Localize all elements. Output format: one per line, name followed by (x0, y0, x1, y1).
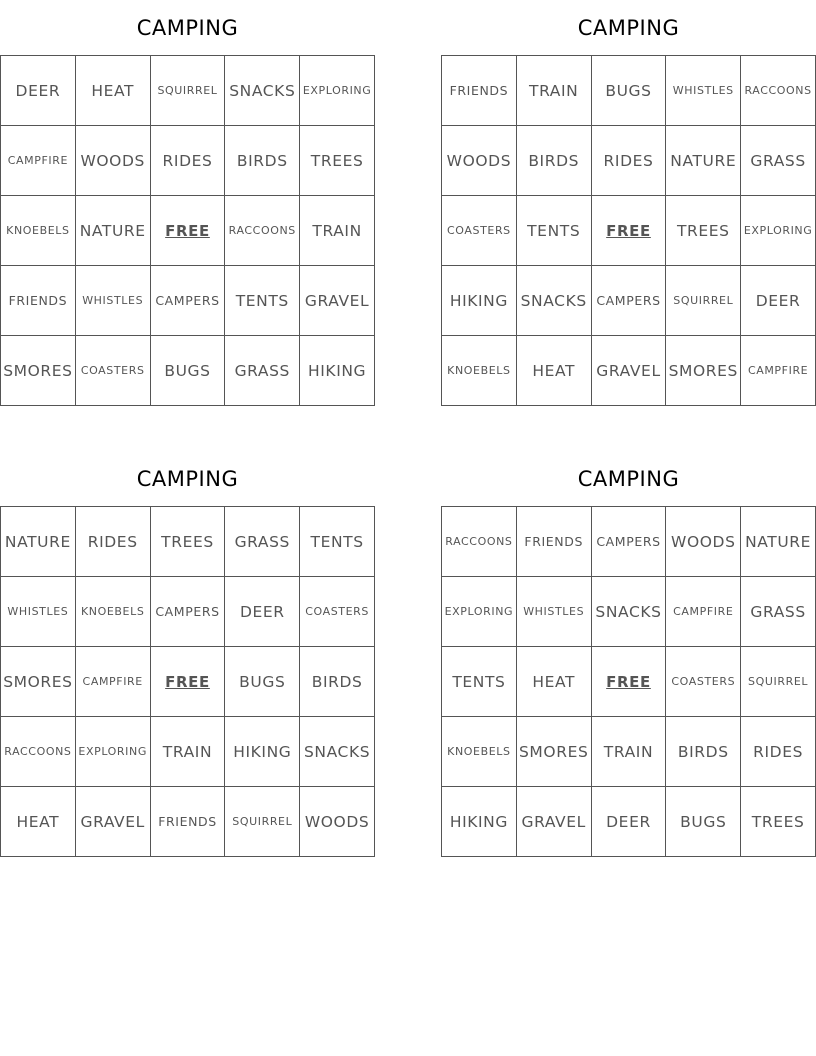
bingo-cell: EXPLORING (741, 196, 816, 266)
bingo-cell: WOODS (666, 507, 741, 577)
bingo-cell: COASTERS (666, 647, 741, 717)
bingo-cell: TENTS (225, 266, 300, 336)
bingo-cell: DEER (592, 787, 667, 857)
bingo-cell: RIDES (76, 507, 151, 577)
bingo-cell: WOODS (300, 787, 375, 857)
card-title: CAMPING (577, 16, 680, 40)
bingo-cell: NATURE (741, 507, 816, 577)
bingo-cell: GRAVEL (300, 266, 375, 336)
card-title: CAMPING (136, 467, 239, 491)
bingo-cell: KNOEBELS (442, 717, 517, 787)
bingo-cell: SMORES (1, 647, 76, 717)
bingo-cell: WHISTLES (666, 56, 741, 126)
bingo-cell: SQUIRREL (666, 266, 741, 336)
free-space: FREE (592, 647, 667, 717)
bingo-grid (441, 506, 816, 857)
bingo-cell: COASTERS (76, 336, 151, 406)
bingo-cell: BIRDS (225, 126, 300, 196)
bingo-cell: RIDES (151, 126, 226, 196)
bingo-cell: HEAT (76, 56, 151, 126)
bingo-cell: RACCOONS (1, 717, 76, 787)
bingo-cell: TREES (300, 126, 375, 196)
bingo-cell: WOODS (442, 126, 517, 196)
bingo-cell: CAMPERS (592, 507, 667, 577)
bingo-cell: KNOEBELS (442, 336, 517, 406)
bingo-cell: CAMPERS (151, 266, 226, 336)
bingo-grid (441, 55, 816, 406)
bingo-cell: HEAT (517, 647, 592, 717)
bingo-cell: KNOEBELS (76, 577, 151, 647)
bingo-cell: TRAIN (300, 196, 375, 266)
bingo-cell: WHISTLES (517, 577, 592, 647)
bingo-cell: RACCOONS (225, 196, 300, 266)
bingo-cell: CAMPERS (592, 266, 667, 336)
bingo-cell: EXPLORING (300, 56, 375, 126)
bingo-cell: BIRDS (666, 717, 741, 787)
bingo-cell: FRIENDS (151, 787, 226, 857)
bingo-cell: BIRDS (517, 126, 592, 196)
bingo-cell: CAMPFIRE (76, 647, 151, 717)
bingo-cell: BIRDS (300, 647, 375, 717)
bingo-cell: NATURE (1, 507, 76, 577)
bingo-cell: TENTS (442, 647, 517, 717)
bingo-cell: FRIENDS (517, 507, 592, 577)
bingo-cell: SMORES (517, 717, 592, 787)
bingo-cell: SNACKS (300, 717, 375, 787)
bingo-cell: BUGS (151, 336, 226, 406)
bingo-cell: RACCOONS (442, 507, 517, 577)
free-space: FREE (151, 196, 226, 266)
bingo-cell: NATURE (76, 196, 151, 266)
bingo-cell: CAMPFIRE (666, 577, 741, 647)
bingo-cell: TENTS (517, 196, 592, 266)
bingo-cell: DEER (225, 577, 300, 647)
bingo-cell: GRASS (741, 577, 816, 647)
bingo-cell: RIDES (741, 717, 816, 787)
bingo-cell: GRASS (225, 507, 300, 577)
bingo-cell: WOODS (76, 126, 151, 196)
bingo-cell: GRAVEL (592, 336, 667, 406)
bingo-cell: COASTERS (300, 577, 375, 647)
bingo-cell: CAMPFIRE (741, 336, 816, 406)
card-title: CAMPING (577, 467, 680, 491)
bingo-grid (0, 55, 375, 406)
bingo-cell: RIDES (592, 126, 667, 196)
bingo-cell: SNACKS (225, 56, 300, 126)
bingo-cell: TREES (741, 787, 816, 857)
bingo-cell: FRIENDS (442, 56, 517, 126)
bingo-cell: SQUIRREL (741, 647, 816, 717)
bingo-cell: HEAT (517, 336, 592, 406)
bingo-cell: SNACKS (517, 266, 592, 336)
bingo-cell: WHISTLES (1, 577, 76, 647)
bingo-cell: SMORES (666, 336, 741, 406)
bingo-cell: COASTERS (442, 196, 517, 266)
bingo-grid (0, 506, 375, 857)
bingo-cell: KNOEBELS (1, 196, 76, 266)
bingo-cell: HIKING (442, 787, 517, 857)
free-space: FREE (592, 196, 667, 266)
bingo-cell: TRAIN (151, 717, 226, 787)
bingo-cell: HIKING (225, 717, 300, 787)
bingo-cell: TENTS (300, 507, 375, 577)
bingo-cell: GRASS (225, 336, 300, 406)
bingo-cell: RACCOONS (741, 56, 816, 126)
card-title: CAMPING (136, 16, 239, 40)
bingo-cell: TRAIN (592, 717, 667, 787)
bingo-cell: TREES (666, 196, 741, 266)
bingo-cell: CAMPFIRE (1, 126, 76, 196)
bingo-cell: SQUIRREL (151, 56, 226, 126)
bingo-cell: NATURE (666, 126, 741, 196)
bingo-cell: TRAIN (517, 56, 592, 126)
free-space: FREE (151, 647, 226, 717)
bingo-cell: FRIENDS (1, 266, 76, 336)
bingo-cell: CAMPERS (151, 577, 226, 647)
bingo-cell: SMORES (1, 336, 76, 406)
bingo-cell: HEAT (1, 787, 76, 857)
bingo-cell: GRAVEL (76, 787, 151, 857)
bingo-cell: HIKING (442, 266, 517, 336)
bingo-cell: DEER (741, 266, 816, 336)
bingo-cell: WHISTLES (76, 266, 151, 336)
bingo-cell: SNACKS (592, 577, 667, 647)
bingo-cell: EXPLORING (442, 577, 517, 647)
bingo-cell: DEER (1, 56, 76, 126)
bingo-cell: GRAVEL (517, 787, 592, 857)
bingo-cell: BUGS (666, 787, 741, 857)
bingo-cell: HIKING (300, 336, 375, 406)
bingo-cell: BUGS (225, 647, 300, 717)
bingo-cell: EXPLORING (76, 717, 151, 787)
bingo-cell: TREES (151, 507, 226, 577)
bingo-cell: SQUIRREL (225, 787, 300, 857)
bingo-cell: BUGS (592, 56, 667, 126)
bingo-cell: GRASS (741, 126, 816, 196)
